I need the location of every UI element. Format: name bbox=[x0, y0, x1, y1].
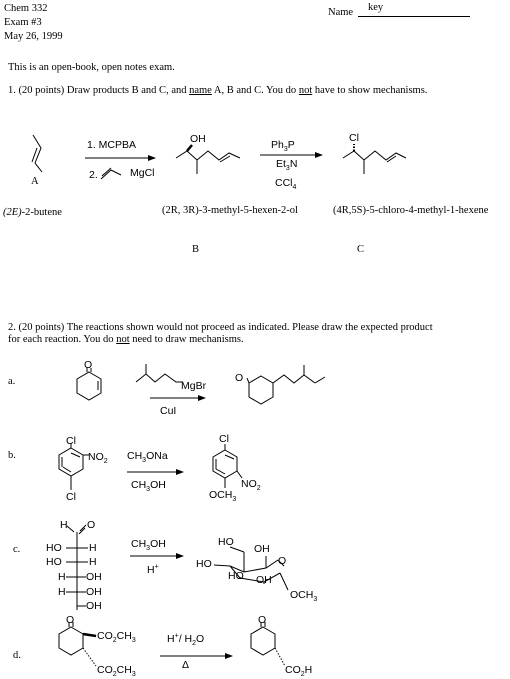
structure-methyl-glycoside bbox=[214, 547, 288, 590]
d-reagent-1: H+/ $H_2O$ bbox=[167, 632, 205, 648]
b-product-cl: Cl bbox=[219, 433, 229, 445]
d-ester-top: $CO_2CH_3$ bbox=[97, 630, 136, 645]
b-product-och3: $OCH_3$ bbox=[209, 489, 237, 504]
question-2-text-line2: for each reaction. You do not need to draw mechanisms. bbox=[8, 334, 244, 345]
c-row4-oh: OH bbox=[86, 586, 102, 598]
c-row2-ho: HO bbox=[46, 556, 62, 568]
c-row1-ho: HO bbox=[46, 542, 62, 554]
d-product-o: O bbox=[258, 614, 267, 626]
structure-product-d bbox=[251, 622, 285, 666]
c-row2-h: H bbox=[89, 556, 97, 568]
label-a: A bbox=[31, 176, 39, 187]
name-a: (2E)-2-butene bbox=[3, 207, 62, 218]
a-ketone-o: O bbox=[84, 359, 93, 371]
intro-text: This is an open-book, open notes exam. bbox=[8, 62, 175, 73]
reagent-grignard: MgCl bbox=[130, 167, 155, 179]
reagent-ccl4: CCl$_4$ bbox=[275, 177, 297, 192]
c-prod-ho-bottom: HO bbox=[228, 570, 244, 582]
c-prod-och3: $OCH_3$ bbox=[290, 589, 318, 604]
c-prod-ho-left: HO bbox=[196, 558, 212, 570]
c-reagent-1: $CH_3OH$ bbox=[131, 538, 166, 553]
b-no2: $NO_2$ bbox=[88, 451, 108, 466]
label-c: C bbox=[357, 244, 365, 255]
c-row1-h: H bbox=[89, 542, 97, 554]
exam-number: Exam #3 bbox=[4, 17, 42, 28]
b-cl-top: Cl bbox=[66, 435, 76, 447]
b-reagent-1: $CH_3ONa$ bbox=[127, 450, 168, 465]
d-product-co2h: $CO_2H$ bbox=[285, 664, 313, 679]
c-reagent-2: H+ bbox=[147, 563, 159, 576]
course-title: Chem 332 bbox=[4, 3, 48, 14]
b-product-no2: $NO_2$ bbox=[241, 478, 261, 493]
c-aldehyde-h: H bbox=[60, 519, 68, 531]
question-2-text: 2. (20 points) The reactions shown would not proceed as indicated. Please draw the expected product bbox=[8, 322, 433, 333]
cl-label: Cl bbox=[349, 132, 359, 144]
d-ester-bottom: $CO_2CH_3$ bbox=[97, 664, 136, 679]
c-prod-oh-bottom: OH bbox=[256, 574, 272, 586]
part-a-label: a. bbox=[8, 376, 16, 387]
name-value: key bbox=[368, 2, 384, 13]
name-b: (2R, 3R)-3-methyl-5-hexen-2-ol bbox=[162, 205, 298, 216]
part-d-label: d. bbox=[13, 650, 21, 661]
d-ketone-o: O bbox=[66, 614, 75, 626]
structure-a-butene bbox=[32, 135, 42, 172]
exam-date: May 26, 1999 bbox=[4, 31, 63, 42]
reagent-et3n: $Et_3N$ bbox=[276, 158, 298, 173]
name-c: (4R,5S)-5-chloro-4-methyl-1-hexene bbox=[333, 205, 489, 216]
b-reagent-2: $CH_3OH$ bbox=[131, 479, 166, 494]
question-1-text: 1. (20 points) Draw products B and C, and name A, B and C. You do not have to show mechanisms. bbox=[8, 85, 428, 96]
structure-diester bbox=[59, 622, 96, 666]
c-row3-oh: OH bbox=[86, 571, 102, 583]
part-b-label: b. bbox=[8, 450, 16, 461]
reagent-step-2: 2. bbox=[89, 169, 98, 181]
c-prod-ho-top: HO bbox=[218, 536, 234, 548]
c-prod-ring-o: O bbox=[278, 555, 287, 567]
a-product-o: O bbox=[235, 372, 244, 384]
structure-b bbox=[176, 145, 240, 174]
structure-dichloronitrobenzene bbox=[59, 443, 89, 490]
c-prod-oh-top: OH bbox=[254, 543, 270, 555]
c-row4-h: H bbox=[58, 586, 66, 598]
name-label: Name bbox=[328, 7, 354, 18]
structure-product-b bbox=[213, 444, 242, 488]
c-row3-h: H bbox=[58, 571, 66, 583]
a-cui: CuI bbox=[160, 405, 177, 417]
reagent-mcpba: 1. MCPBA bbox=[87, 139, 137, 151]
a-mgbr: MgBr bbox=[181, 380, 207, 392]
b-cl-bottom: Cl bbox=[66, 491, 76, 503]
part-c-label: c. bbox=[13, 544, 21, 555]
structure-c bbox=[343, 144, 406, 174]
isopentyl-chain bbox=[136, 374, 183, 382]
c-aldehyde-o: O bbox=[87, 519, 96, 531]
structure-fischer-glucose bbox=[66, 525, 88, 610]
label-b: B bbox=[192, 244, 200, 255]
c-row5-oh: OH bbox=[86, 600, 102, 612]
structure-product-a bbox=[247, 365, 325, 404]
oh-label: OH bbox=[190, 133, 206, 145]
reagent-ph3p: $Ph_3P$ bbox=[271, 139, 295, 154]
d-reagent-2: Δ bbox=[182, 659, 190, 671]
structure-cyclohexenone bbox=[77, 368, 101, 400]
